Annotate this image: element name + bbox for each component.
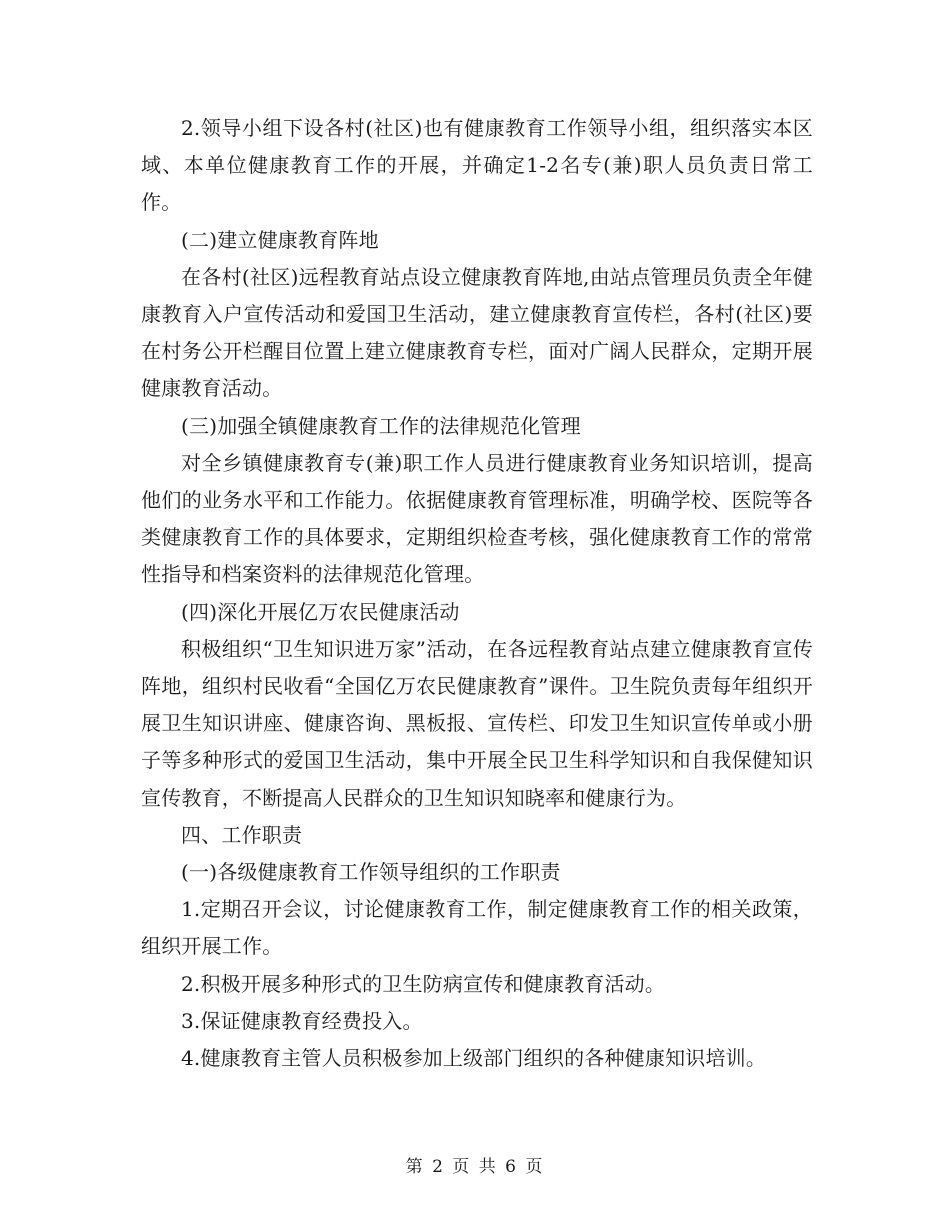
heading-build-base: (二)建立健康教育阵地 [181, 227, 379, 252]
heading-farmer-health-activity: (四)深化开展亿万农民健康活动 [181, 599, 460, 624]
paragraph-training-management: 对全乡镇健康教育专(兼)职工作人员进行健康教育业务知识培训，提高他们的业务水平和工作能力。依据健康教育管理标准，明确学校、医院等各类健康教育工作的具体要求，定期组织检查考核，强化健康教育工作的常常性指导和档案资料的法律规范化管理。 [141, 450, 813, 587]
paragraph-education-base: 在各村(社区)远程教育站点设立健康教育阵地,由站点管理员负责全年健康教育入户宣传活动和爱国卫生活动，建立健康教育宣传栏，各村(社区)要在村务公开栏醒目位置上建立健康教育专栏，面对广阔人民群众，定期开展健康教育活动。 [141, 264, 813, 401]
heading-section-four: 四、工作职责 [181, 822, 303, 847]
heading-leadership-duties: (一)各级健康教育工作领导组织的工作职责 [181, 860, 561, 885]
list-item-duty-3: 3.保证健康教育经费投入。 [181, 1008, 423, 1033]
page-number-footer: 第 2 页 共 6 页 [405, 1157, 545, 1177]
list-item-duty-4: 4.健康教育主管人员积极参加上级部门组织的各种健康知识培训。 [181, 1046, 767, 1071]
list-item-duty-1: 1.定期召开会议，讨论健康教育工作，制定健康教育工作的相关政策，组织开展工作。 [141, 897, 813, 959]
document-body [141, 110, 813, 1077]
list-item-duty-2: 2.积极开展多种形式的卫生防病宣传和健康教育活动。 [181, 971, 666, 996]
paragraph-leadership-subgroups: 2.领导小组下设各村(社区)也有健康教育工作领导小组，组织落实本区域、本单位健康教育工作的开展，并确定1-2名专(兼)职人员负责日常工作。 [141, 116, 813, 215]
paragraph-health-knowledge-campaign: 积极组织“卫生知识进万家”活动，在各远程教育站点建立健康教育宣传阵地，组织村民收看“全国亿万农民健康教育”课件。卫生院负责每年组织开展卫生知识讲座、健康咨询、黑板报、宣传栏、印发卫生知识宣传单或小册子等多种形式的爱国卫生活动，集中开展全民卫生科学知识和自我保健知识宣传教育，不断提高人民群众的卫生知识知晓率和健康行为。 [141, 636, 813, 810]
heading-standardized-management: (三)加强全镇健康教育工作的法律规范化管理 [181, 413, 581, 438]
